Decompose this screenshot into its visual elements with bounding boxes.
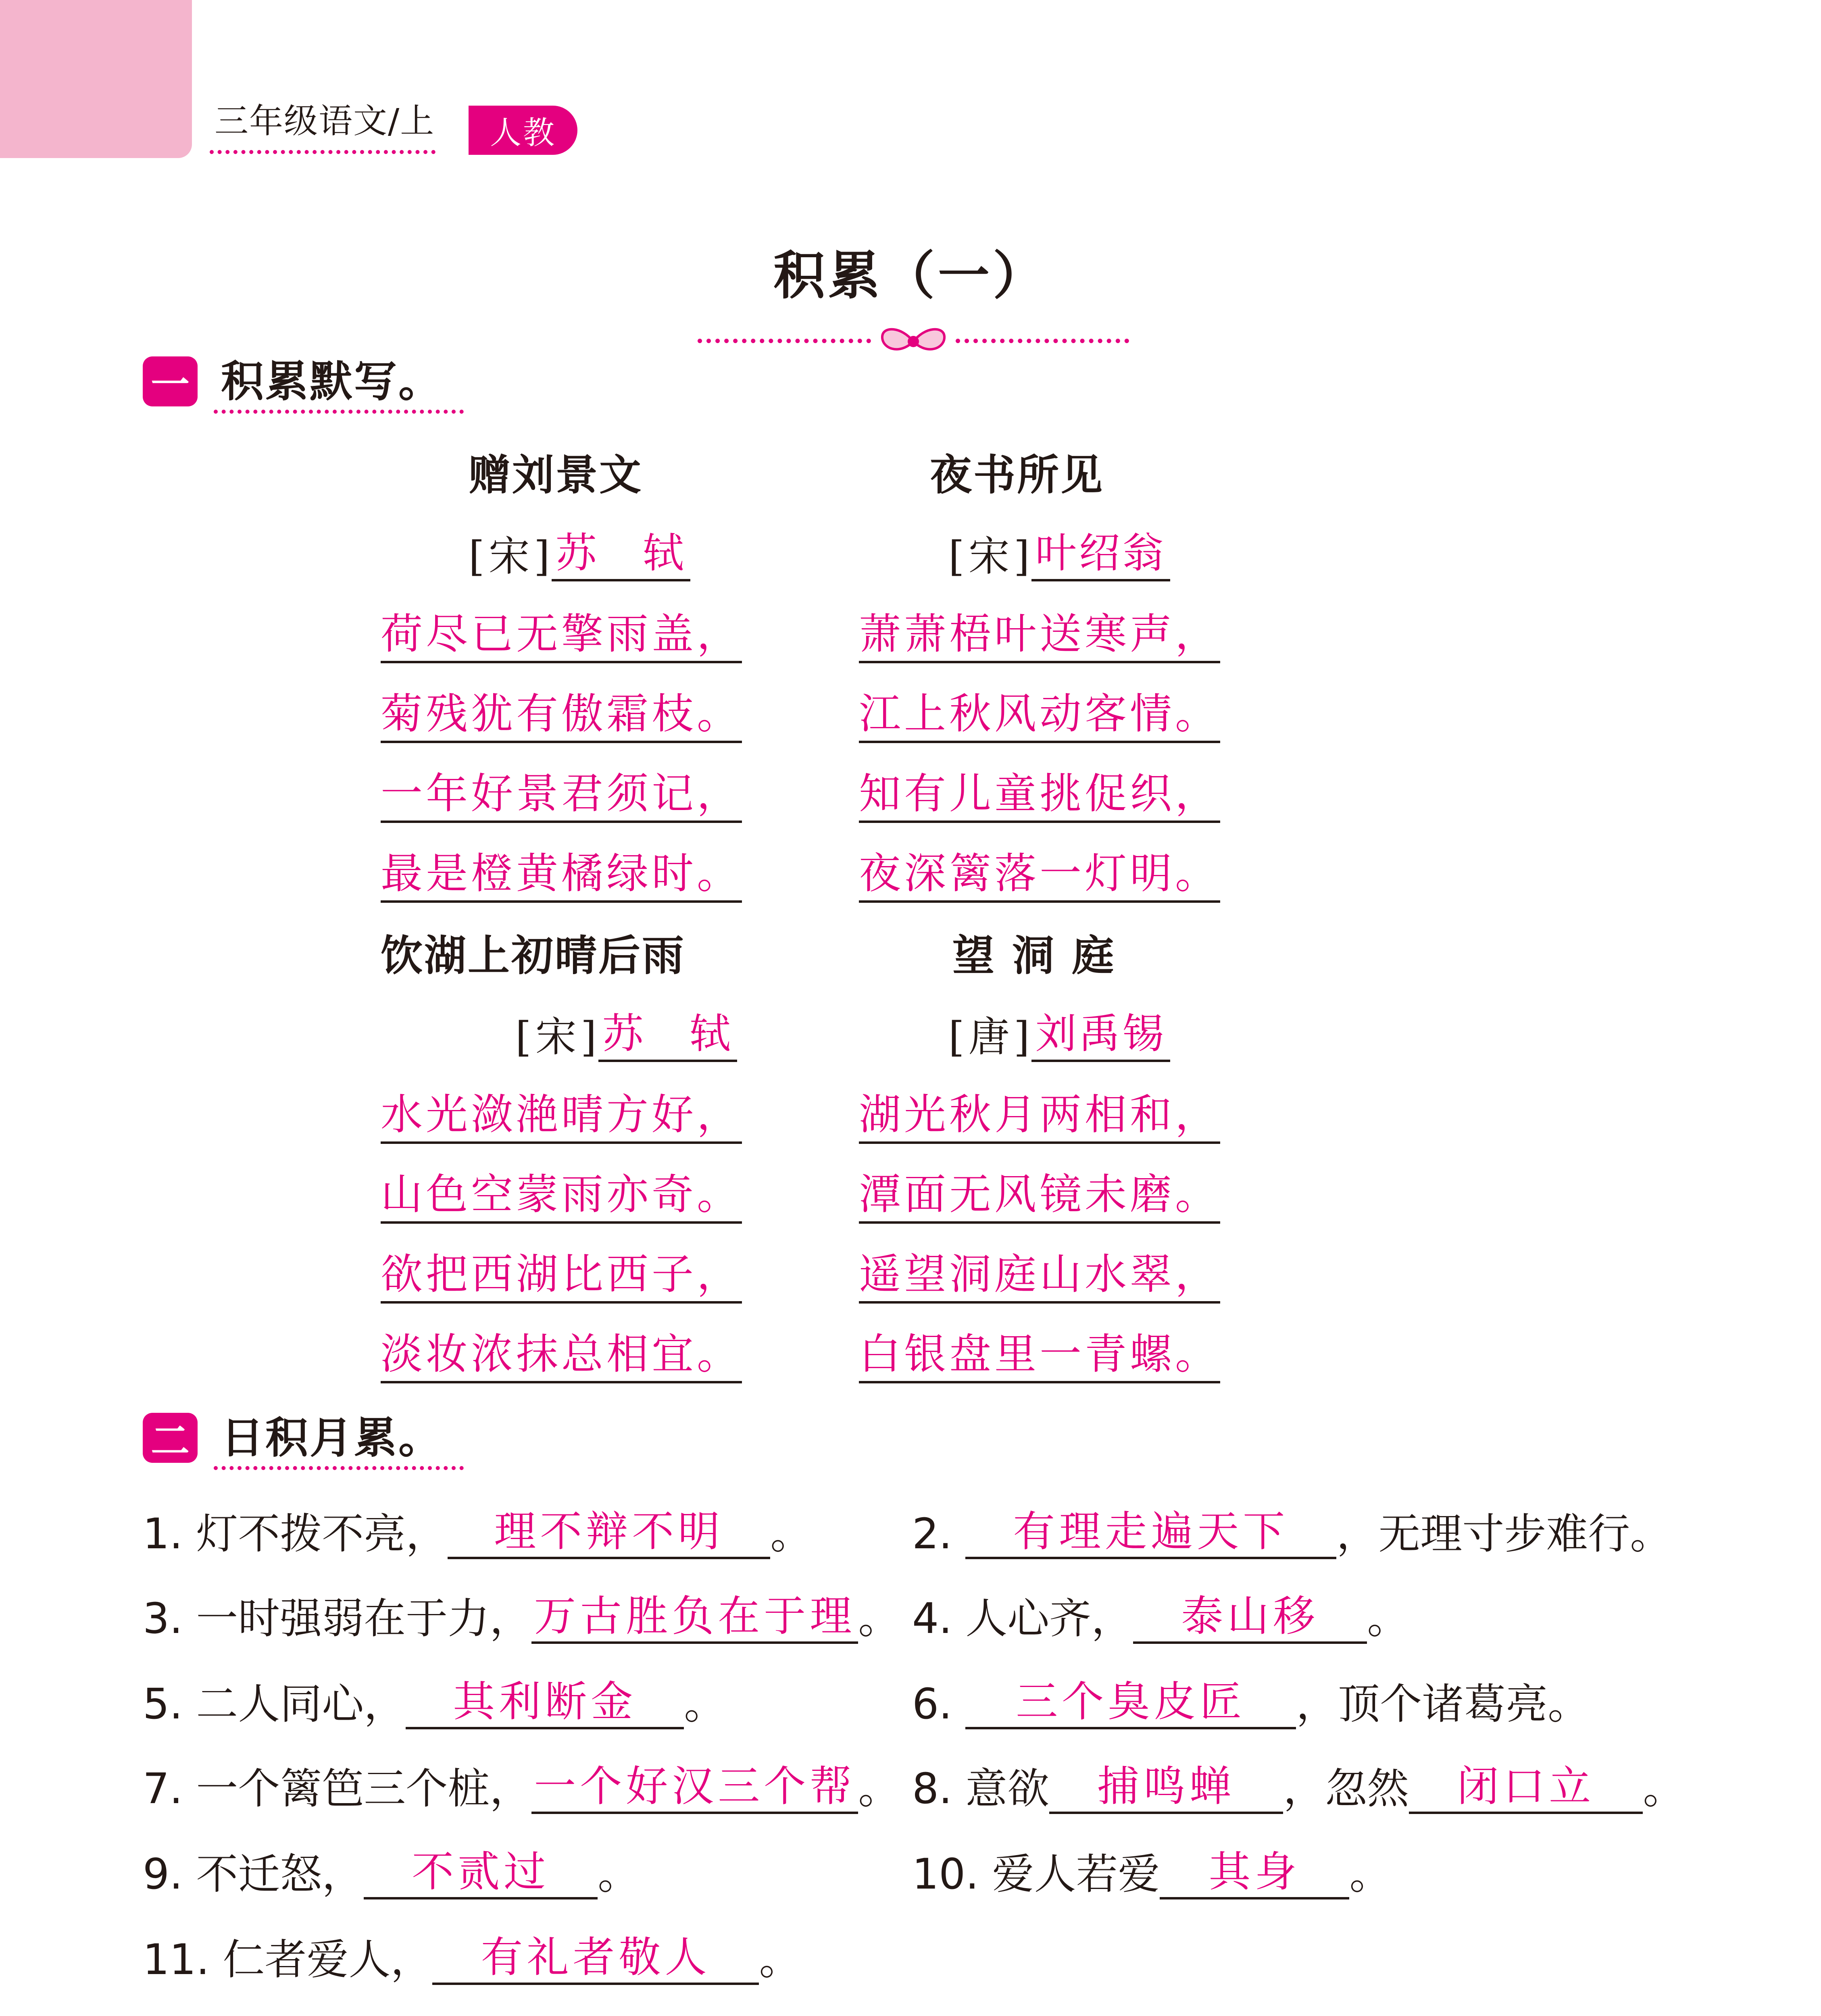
question-9: 9. 不迁怒， 不贰过 。	[143, 1847, 640, 1899]
poem-line: 湖光秋月两相和，	[859, 1089, 1220, 1144]
poem-line: 遥望洞庭山水翠，	[859, 1249, 1220, 1304]
answer-blank[interactable]: 有理走遍天下	[965, 1506, 1336, 1559]
poem-line: 江上秋风动客情。	[859, 689, 1220, 743]
answer-blank[interactable]: 其利断金	[406, 1677, 684, 1729]
question-8: 8. 意欲 捕鸣蝉 ，忽然 闭口立 。	[912, 1762, 1685, 1813]
answer-blank[interactable]: 不贰过	[364, 1847, 598, 1899]
edition-badge: 人教	[469, 106, 577, 155]
grade-label: 三年级语文/上	[215, 101, 435, 141]
poem-title: 饮湖上初晴后雨	[381, 931, 686, 980]
poem-line: 知有儿童挑促织，	[859, 768, 1220, 823]
poem-line: 菊残犹有傲霜枝。	[381, 689, 742, 743]
poem-line: 最是橙黄橘绿时。	[381, 848, 742, 903]
page-title: 积累（一）	[773, 246, 1048, 306]
poem-author: 苏 轼	[598, 1010, 737, 1062]
poem-title: 赠刘景文	[469, 450, 643, 500]
poem-author-row: [ 宋 ] 苏 轼	[469, 529, 690, 581]
answer-blank[interactable]: 其身	[1160, 1847, 1349, 1899]
header-dotted-line	[210, 150, 435, 154]
poem-author: 刘禹锡	[1031, 1010, 1170, 1062]
question-11: 11. 仁者爱人， 有礼者敬人 。	[143, 1933, 801, 1984]
question-1: 1. 灯不拨不亮， 理不辩不明 。	[143, 1507, 813, 1558]
section-1-title: 积累默写。	[221, 357, 443, 406]
poem-author-row: [ 宋 ] 苏 轼	[515, 1010, 737, 1062]
section-1-number: 一	[143, 356, 198, 406]
section-2-title: 日积月累。	[221, 1413, 443, 1463]
section-1-dotted-line	[214, 410, 464, 414]
poem-line: 山色空蒙雨亦奇。	[381, 1169, 742, 1224]
poem-line: 一年好景君须记，	[381, 768, 742, 823]
poem-line: 潭面无风镜未磨。	[859, 1169, 1220, 1224]
answer-blank[interactable]: 闭口立	[1409, 1761, 1643, 1814]
poem-line: 水光潋滟晴方好，	[381, 1089, 742, 1144]
question-6: 6. 三个臭皮匠 ，顶个诸葛亮。	[912, 1677, 1590, 1729]
poem-author: 苏 轼	[552, 529, 690, 581]
title-dotted-line-left	[698, 339, 871, 343]
bow-icon	[879, 324, 948, 359]
poem-title: 夜书所见	[930, 450, 1104, 500]
answer-blank[interactable]: 捕鸣蝉	[1049, 1761, 1283, 1814]
poem-dynasty: 唐	[968, 1013, 1010, 1061]
answer-blank[interactable]: 万古胜负在于理	[531, 1591, 858, 1644]
poem-author-row: [ 宋 ] 叶绍翁	[948, 529, 1170, 581]
answer-blank[interactable]: 理不辩不明	[448, 1506, 770, 1559]
title-decoration	[698, 323, 1129, 359]
answer-blank[interactable]: 一个好汉三个帮	[531, 1761, 858, 1814]
answer-blank[interactable]: 三个臭皮匠	[965, 1677, 1296, 1729]
answer-blank[interactable]: 有礼者敬人	[432, 1932, 759, 1985]
poem-dynasty: 宋	[968, 533, 1010, 581]
question-4: 4. 人心齐， 泰山移 。	[912, 1591, 1409, 1643]
poem-author-row: [ 唐 ] 刘禹锡	[948, 1010, 1170, 1062]
poem-line: 荷尽已无擎雨盖，	[381, 609, 742, 663]
poem-dynasty: 宋	[535, 1013, 577, 1061]
poem-line: 淡妆浓抹总相宜。	[381, 1329, 742, 1383]
answer-blank[interactable]: 泰山移	[1133, 1591, 1367, 1644]
poem-line: 白银盘里一青螺。	[859, 1329, 1220, 1383]
question-5: 5. 二人同心， 其利断金 。	[143, 1677, 726, 1729]
corner-tab-decoration	[0, 0, 192, 158]
poem-dynasty: 宋	[488, 533, 530, 581]
poem-line: 夜深篱落一灯明。	[859, 848, 1220, 903]
poem-line: 欲把西湖比西子，	[381, 1249, 742, 1304]
section-2-dotted-line	[214, 1466, 464, 1470]
section-2-number: 二	[143, 1413, 198, 1463]
title-dotted-line-right	[956, 339, 1129, 343]
question-10: 10. 爱人若爱 其身 。	[912, 1847, 1392, 1899]
question-3: 3. 一时强弱在于力，万古胜负在于理。	[143, 1591, 900, 1643]
poem-author: 叶绍翁	[1031, 529, 1170, 581]
poem-title: 望 洞 庭	[952, 931, 1116, 980]
question-7: 7. 一个篱笆三个桩，一个好汉三个帮。	[143, 1762, 900, 1813]
question-2: 2. 有理走遍天下 ，无理寸步难行。	[912, 1507, 1672, 1558]
poem-line: 萧萧梧叶送寒声，	[859, 609, 1220, 663]
